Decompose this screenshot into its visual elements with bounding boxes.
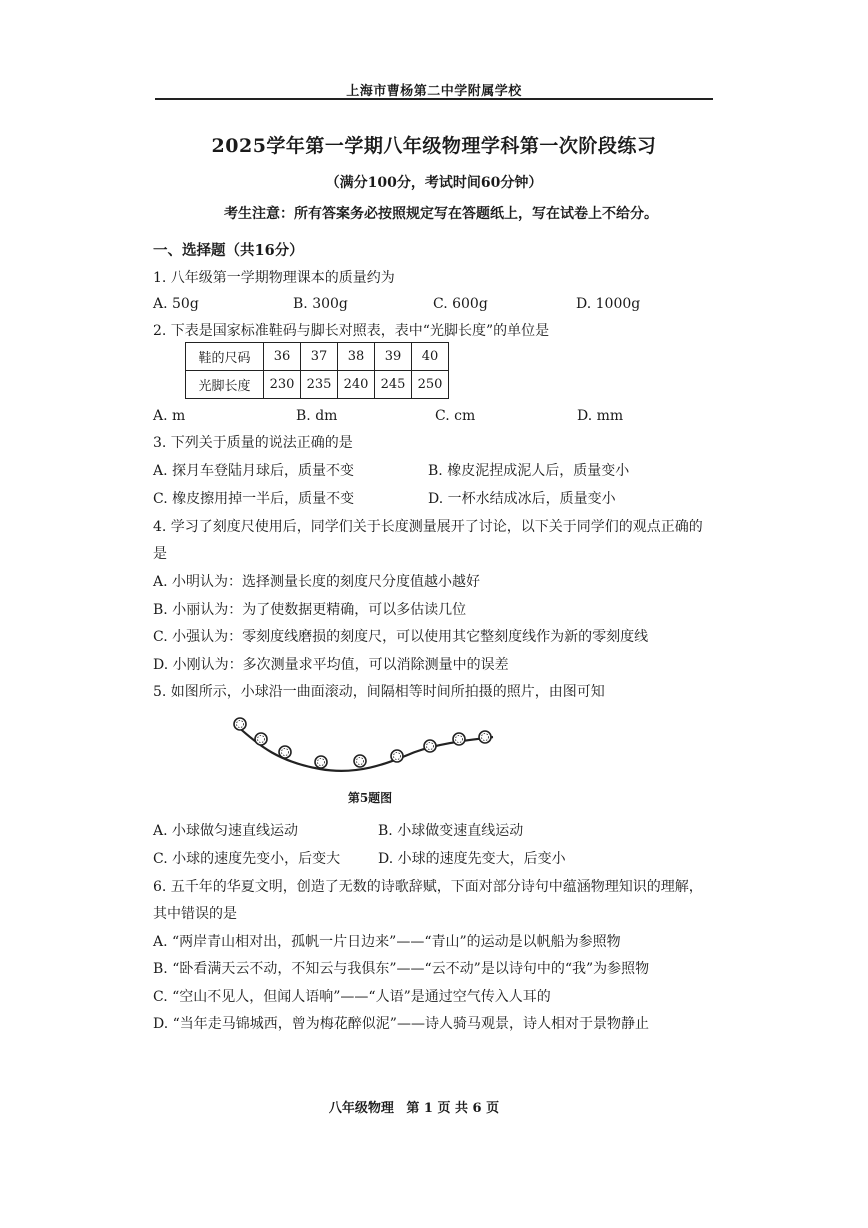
question-1-option-c: C. 600g (433, 296, 488, 312)
ball-image (279, 746, 291, 758)
question-4-option-b: B. 小丽认为：为了使数据更精确，可以多估读几位 (153, 602, 467, 618)
page-title: 2025学年第一学期八年级物理学科第一次阶段练习 (211, 135, 657, 157)
exam-info: （满分100分，考试时间60分钟） (325, 175, 543, 191)
ball-image (315, 756, 327, 768)
question-2-option-b: B. dm (296, 408, 338, 424)
table-cell: 38 (338, 343, 375, 371)
question-5-stem: 5. 如图所示，小球沿一曲面滚动，间隔相等时间所拍摄的照片，由图可知 (153, 684, 605, 700)
figure-caption: 第5题图 (347, 791, 393, 805)
table-cell: 235 (301, 371, 338, 399)
table-cell: 40 (412, 343, 449, 371)
question-6-stem: 6. 五千年的华夏文明，创造了无数的诗歌辞赋，下面对部分诗句中蕴涵物理知识的理解， (153, 879, 703, 895)
question-3-option-a: A. 探月车登陆月球后，质量不变 (153, 463, 355, 479)
question-2-option-c: C. cm (435, 408, 476, 424)
candidate-notice: 考生注意：所有答案务必按照规定写在答题纸上，写在试卷上不给分。 (224, 206, 658, 222)
question-6-option-a: A. “两岸青山相对出，孤帆一片日边来”——“青山”的运动是以帆船为参照物 (153, 934, 621, 950)
question-1-stem: 1. 八年级第一学期物理课本的质量约为 (153, 270, 395, 286)
table-cell: 36 (264, 343, 301, 371)
question-2-option-a: A. m (153, 408, 186, 424)
question-4-stem: 4. 学习了刻度尺使用后，同学们关于长度测量展开了讨论，以下关于同学们的观点正确的 (153, 519, 703, 535)
table-row (186, 371, 449, 399)
question-3-option-c: C. 橡皮擦用掉一半后，质量不变 (153, 491, 355, 507)
question-2-stem: 2. 下表是国家标准鞋码与脚长对照表，表中“光脚长度”的单位是 (153, 323, 550, 339)
question-4-option-a: A. 小明认为：选择测量长度的刻度尺分度值越小越好 (153, 574, 481, 590)
question-5-option-c: C. 小球的速度先变小，后变大 (153, 851, 341, 867)
ball-image (424, 740, 436, 752)
rolling-ball-figure (225, 712, 500, 780)
question-3-option-b: B. 橡皮泥捏成泥人后，质量变小 (428, 463, 630, 479)
ball-image (354, 755, 366, 767)
question-6-option-d: D. “当年走马锦城西，曾为梅花醉似泥”——诗人骑马观景，诗人相对于景物静止 (153, 1016, 649, 1032)
table-cell: 光脚长度 (186, 371, 264, 399)
question-3-option-d: D. 一杯水结成冰后，质量变小 (428, 491, 616, 507)
table-cell: 250 (412, 371, 449, 399)
ball-image (234, 718, 246, 730)
table-cell: 240 (338, 371, 375, 399)
ball-image (453, 733, 465, 745)
question-1-option-d: D. 1000g (576, 296, 641, 312)
question-4-option-c: C. 小强认为：零刻度线磨损的刻度尺，可以使用其它整刻度线作为新的零刻度线 (153, 629, 649, 645)
ball-image (479, 731, 491, 743)
footer-subject: 八年级物理 (328, 1101, 394, 1116)
table-cell: 鞋的尺码 (186, 343, 264, 371)
question-6-option-b: B. “卧看满天云不动，不知云与我俱东”——“云不动”是以诗句中的“我”为参照物 (153, 961, 650, 977)
table-row (186, 343, 449, 371)
question-4-stem-cont: 是 (153, 546, 167, 562)
page-number: 第 1 页 共 6 页 (406, 1101, 500, 1116)
page-footer (0, 1097, 868, 1116)
table-cell: 245 (375, 371, 412, 399)
shoe-size-table (185, 342, 449, 399)
ball-image (391, 750, 403, 762)
ball-image (255, 733, 267, 745)
question-1-option-a: A. 50g (153, 296, 199, 312)
table-cell: 39 (375, 343, 412, 371)
header-rule (155, 98, 713, 100)
question-6-stem-cont: 其中错误的是 (153, 906, 237, 922)
table-cell: 37 (301, 343, 338, 371)
question-5-option-a: A. 小球做匀速直线运动 (153, 823, 299, 839)
question-3-stem: 3. 下列关于质量的说法正确的是 (153, 435, 353, 451)
question-2-option-d: D. mm (577, 408, 624, 424)
question-5-option-b: B. 小球做变速直线运动 (378, 823, 524, 839)
school-name: 上海市曹杨第二中学附属学校 (346, 84, 522, 99)
question-5-option-d: D. 小球的速度先变大，后变小 (378, 851, 566, 867)
question-6-option-c: C. “空山不见人，但闻人语响”——“人语”是通过空气传入人耳的 (153, 989, 551, 1005)
section-heading: 一、选择题（共16分） (153, 242, 304, 259)
table-cell: 230 (264, 371, 301, 399)
question-1-option-b: B. 300g (293, 296, 348, 312)
question-4-option-d: D. 小刚认为：多次测量求平均值，可以消除测量中的误差 (153, 657, 509, 673)
